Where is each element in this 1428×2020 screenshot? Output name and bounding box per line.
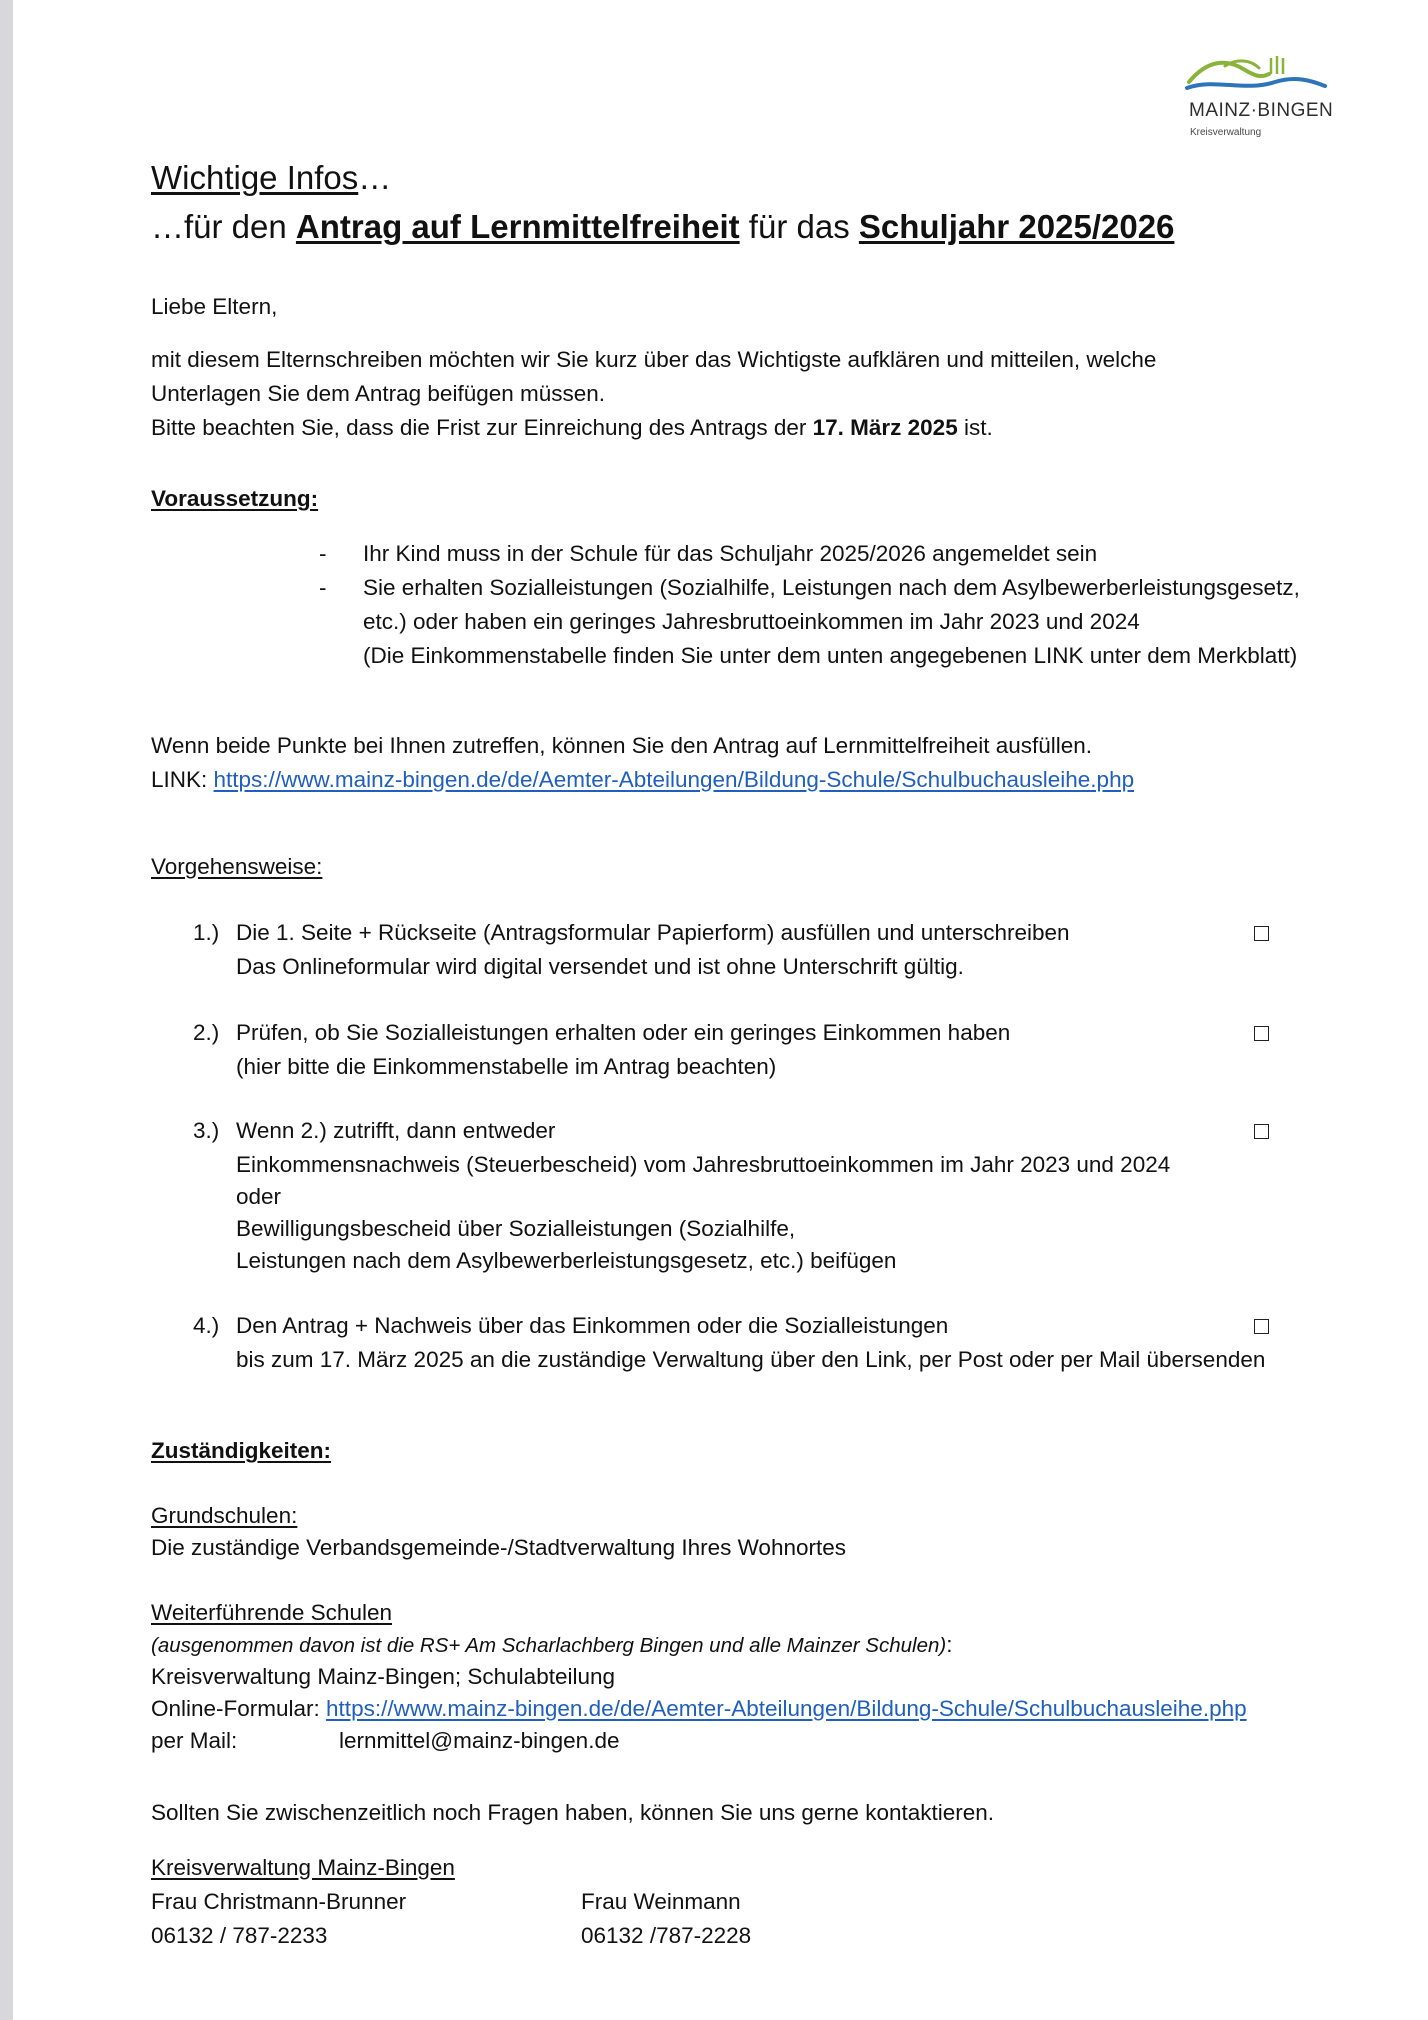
step-3-line-4: Bewilligungsbescheid über Sozialleistungen (Sozialhilfe, [236,1216,796,1241]
step-1-line-2: Das Onlineformular wird digital versendet und ist ohne Unterschrift gültig. [236,954,964,979]
deadline-date: 17. März 2025 [812,415,958,440]
title-schuljahr: Schuljahr 2025/2026 [858,208,1175,245]
step-2-line-2: (hier bitte die Einkommenstabelle im Antrag beachten) [236,1054,777,1079]
bullet-2-line-2: etc.) oder haben ein geringes Jahresbruttoeinkommen im Jahr 2023 und 2024 [363,609,1140,634]
step-4-line-1: Den Antrag + Nachweis über das Einkommen oder die Sozialleistungen [236,1313,949,1338]
contact-2-phone: 06132 /787-2228 [581,1923,752,1948]
contact-1-phone: 06132 / 787-2233 [151,1923,328,1948]
bullet-2-line-3: (Die Einkommenstabelle finden Sie unter dem unten angegebenen LINK unter dem Merkblatt) [363,643,1298,668]
bullet-2-line-1: Sie erhalten Sozialleistungen (Sozialhilfe, Leistungen nach dem Asylbewerberleistungsgesetz, [363,575,1300,600]
step-2-number: 2.) [193,1020,220,1045]
step-3-checkbox[interactable] [1254,1124,1269,1139]
deadline-suffix: ist. [957,415,993,440]
grundschulen-text: Die zuständige Verbandsgemeinde-/Stadtverwaltung Ihres Wohnortes [151,1535,846,1560]
logo-graphic [1185,52,1335,97]
bullet-1: Ihr Kind muss in der Schule für das Schuljahr 2025/2026 angemeldet sein [363,541,1098,566]
bullet-dash-1: - [319,541,327,566]
intro-line-2: Unterlagen Sie dem Antrag beifügen müssen. [151,381,606,406]
contact-2-name: Frau Weinmann [581,1889,741,1914]
grundschulen-heading: Grundschulen: [151,1503,298,1528]
step-4-line-2: bis zum 17. März 2025 an die zuständige Verwaltung über den Link, per Post oder per Mail übersenden [236,1347,1266,1372]
step-4-number: 4.) [193,1313,220,1338]
step-4-checkbox[interactable] [1254,1319,1269,1334]
logo-name: MAINZ·BINGEN [1189,100,1334,121]
title-ellipsis: … [358,159,392,196]
viewer-left-edge [0,0,13,2020]
contact-org: Kreisverwaltung Mainz-Bingen [151,1855,455,1880]
step-3-line-5: Leistungen nach dem Asylbewerberleistungsgesetz, etc.) beifügen [236,1248,897,1273]
deadline-prefix: Bitte beachten Sie, dass die Frist zur Einreichung des Antrags der [151,415,813,440]
step-2-checkbox[interactable] [1254,1026,1269,1041]
title-prefix: …für den [151,208,296,245]
title-antrag: Antrag auf Lernmittelfreiheit [295,208,740,245]
link-intro: Wenn beide Punkte bei Ihnen zutreffen, können Sie den Antrag auf Lernmittelfreiheit ausfüllen. [151,733,1093,758]
closing-text: Sollten Sie zwischenzeitlich noch Fragen haben, können Sie uns gerne kontaktieren. [151,1800,995,1825]
bullet-dash-2: - [319,575,327,600]
mail-label: per Mail: [151,1728,238,1753]
contact-1-name: Frau Christmann-Brunner [151,1889,407,1914]
schulabteilung: Kreisverwaltung Mainz-Bingen; Schulabteilung [151,1664,616,1689]
title-main: Wichtige Infos [151,159,359,196]
weiterfuehrende-note-line [151,1629,952,1662]
online-formular-label: Online-Formular: [151,1696,327,1721]
title-line-2 [151,205,1174,249]
vorgehen-heading: Vorgehensweise: [151,854,323,879]
mail-address[interactable]: lernmittel@mainz-bingen.de [339,1728,620,1753]
link-line [151,764,1134,796]
online-formular-line [151,1693,1247,1725]
document-page [13,0,1428,2020]
step-1-line-1: Die 1. Seite + Rückseite (Antragsformular Papierform) ausfüllen und unterschreiben [236,920,1070,945]
zustaendig-heading: Zuständigkeiten: [151,1438,332,1463]
step-1-checkbox[interactable] [1254,926,1269,941]
online-formular-link[interactable]: https://www.mainz-bingen.de/de/Aemter-Abteilungen/Bildung-Schule/Schulbuchausleihe.php [326,1696,1247,1721]
step-3-line-1: Wenn 2.) zutrifft, dann entweder [236,1118,556,1143]
link-label: LINK: [151,767,214,792]
greeting: Liebe Eltern, [151,294,278,319]
note-colon: : [946,1632,953,1657]
step-3-number: 3.) [193,1118,220,1143]
step-1-number: 1.) [193,920,220,945]
weiterfuehrende-heading: Weiterführende Schulen [151,1600,392,1625]
step-3-line-3: oder [236,1184,282,1209]
step-3-line-2: Einkommensnachweis (Steuerbescheid) vom Jahresbruttoeinkommen im Jahr 2023 und 2024 [236,1152,1171,1177]
weiterfuehrende-note: (ausgenommen davon ist die RS+ Am Scharlachberg Bingen und alle Mainzer Schulen) [151,1634,947,1657]
title-mid: für das [739,208,859,245]
step-2-line-1: Prüfen, ob Sie Sozialleistungen erhalten oder ein geringes Einkommen haben [236,1020,1011,1045]
schulbuchausleihe-link[interactable]: https://www.mainz-bingen.de/de/Aemter-Abteilungen/Bildung-Schule/Schulbuchausleihe.php [213,767,1135,792]
mainz-bingen-logo [1173,52,1353,147]
voraussetzung-heading: Voraussetzung: [151,486,319,511]
logo-subtitle: Kreisverwaltung [1190,127,1262,138]
intro-line-3 [151,412,993,444]
intro-line-1: mit diesem Elternschreiben möchten wir Sie kurz über das Wichtigste aufklären und mitteilen, welche [151,347,1157,372]
title-line-1 [151,156,391,200]
